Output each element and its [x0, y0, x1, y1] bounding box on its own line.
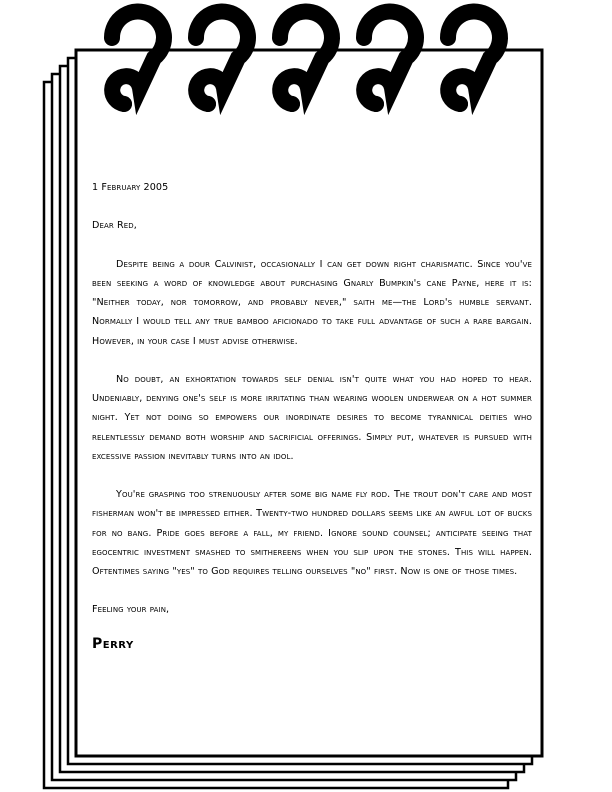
letter-signature: Perry — [92, 635, 134, 652]
letter-salutation: Dear Red, — [92, 220, 137, 232]
letter-body — [92, 178, 532, 656]
letter-paragraph-2: No doubt, an exhortation towards self denial isn't quite what you had hoped to hear. Undeniably, denying one's self is more irritating than wearing woolen underwear on a hot summer night. Yet not doing so empowers our inordinate desires to become tyrannical deities who relentlessly demand both worship and sacrificial offerings. Simply put, whatever is pursued with excessive passion inevitably turns into an idol. — [92, 373, 532, 462]
letter-paragraph-1: Despite being a dour Calvinist, occasionally I can get down right charismatic. Since you've been seeking a word of knowledge about purchasing Gnarly Bumpkin's cane Payne, here it is: "Neither today, nor tomorrow, and probably never," saith me—the Lord's humble servant. Normally I would tell any true bamboo aficionado to take full advantage of such a rare bargain. However, in your case I must advise otherwise. — [92, 258, 532, 347]
letter-date: 1 February 2005 — [92, 182, 169, 193]
letter-paragraph-3: You're grasping too strenuously after some big name fly rod. The trout don't care and most fisherman won't be impressed either. Twenty-two hundred dollars seems like an awful lot of bucks for no bang. Pride goes before a fall, my friend. Ignore sound counsel; anticipate seeing that egocentric investment smashed to smithereens when you slip upon the stones. This will happen. Oftentimes saying "yes" to God requires telling ourselves "no" first. Now is one of those times. — [92, 489, 532, 577]
letter-closing: Feeling your pain, — [92, 604, 170, 616]
